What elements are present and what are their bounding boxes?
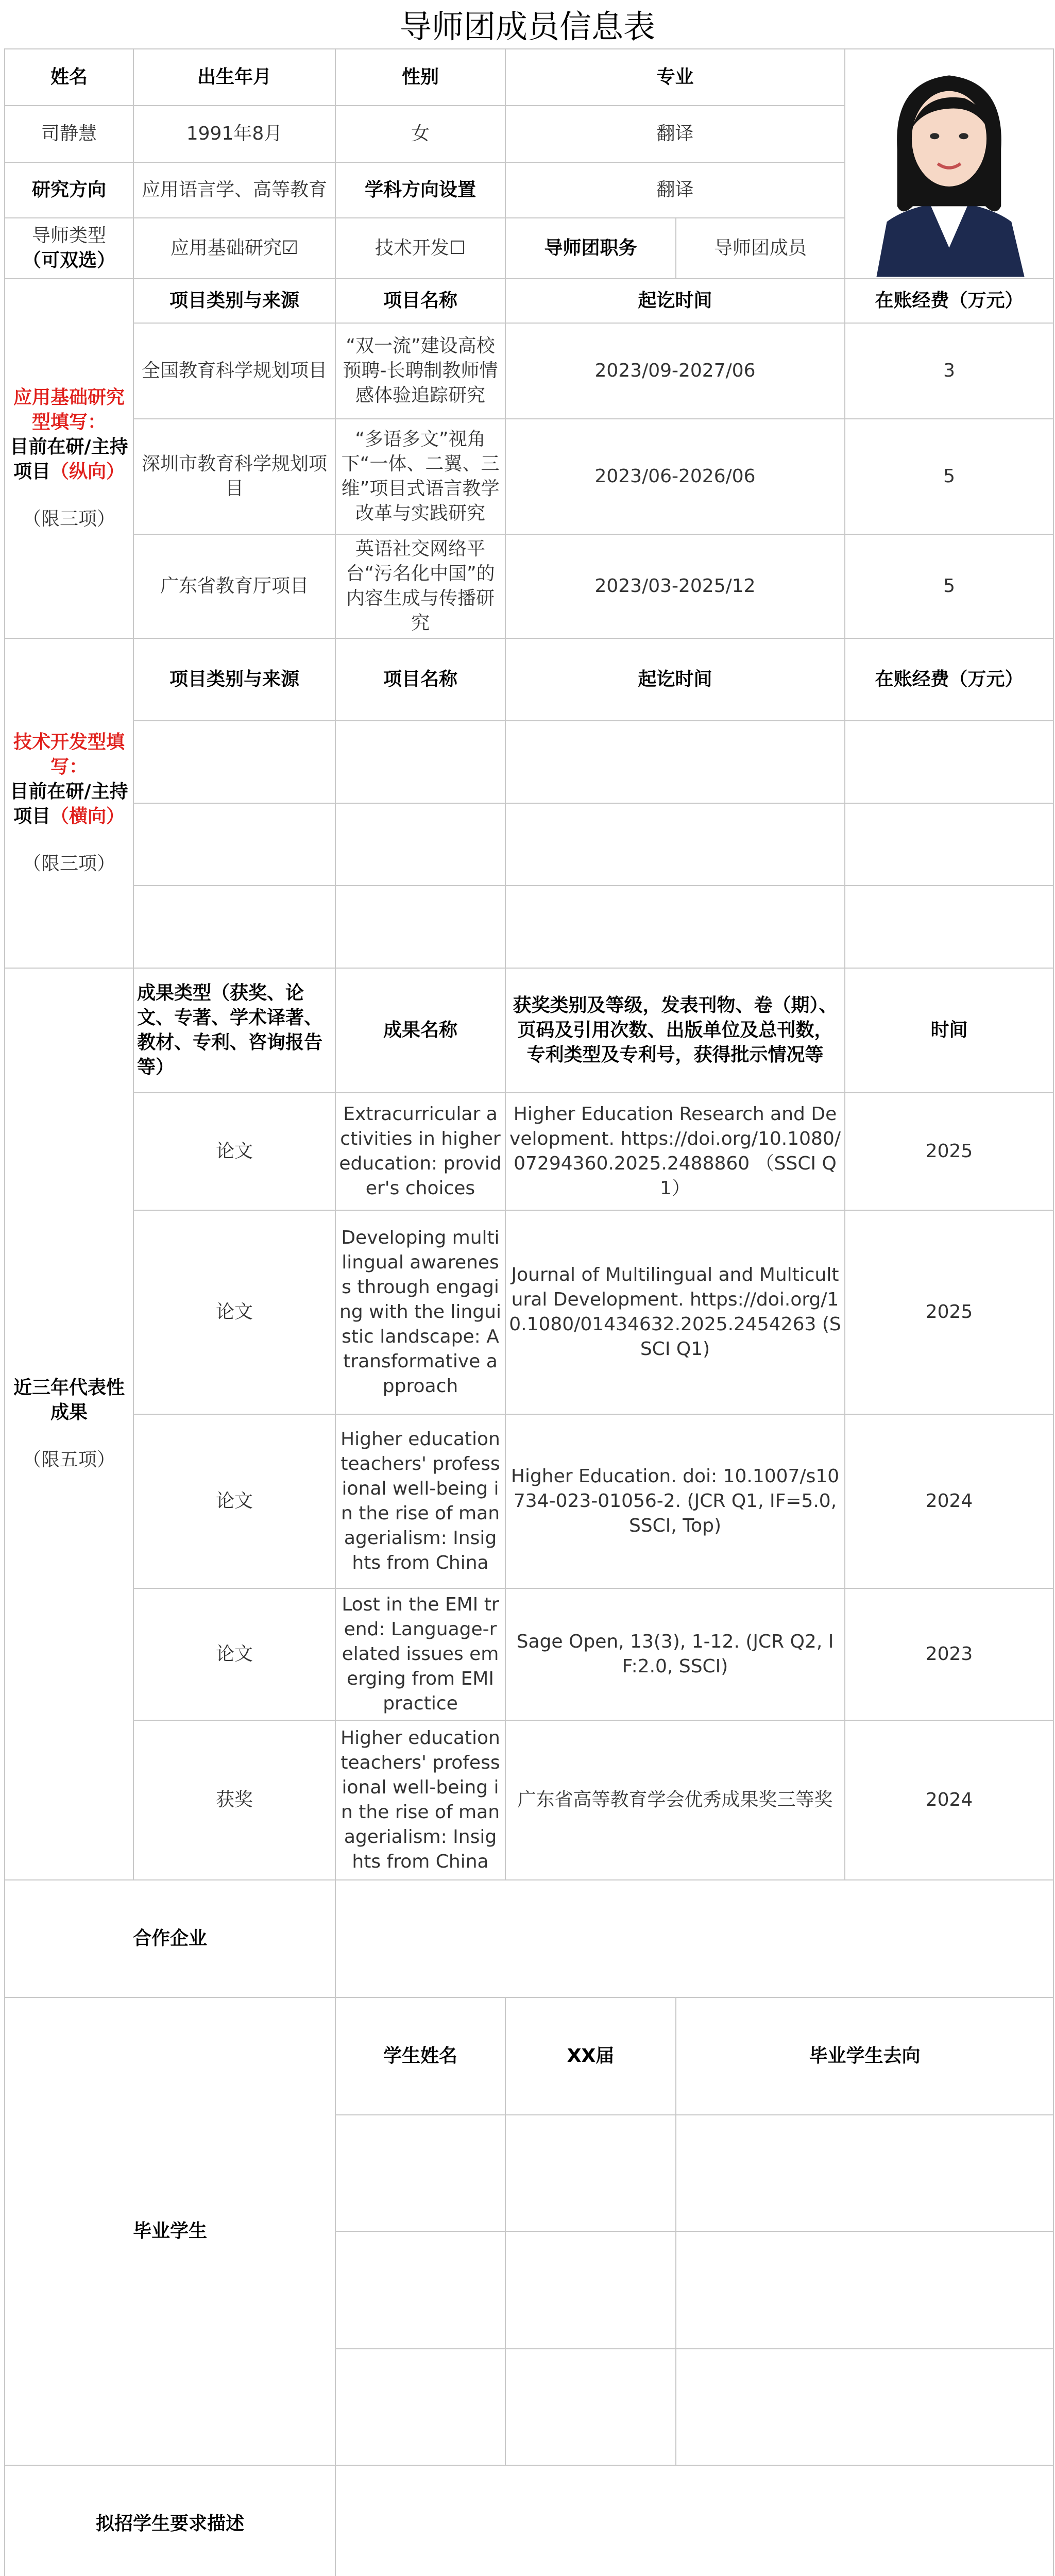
graduate-cell-name[interactable]: [335, 2349, 505, 2465]
graduates-header-name: 学生姓名: [335, 1997, 505, 2115]
basic-row-source: 广东省教育厅项目: [133, 534, 335, 638]
tech-header-fund: 在账经费（万元）: [845, 638, 1053, 721]
achievement-name: Extracurricular activities in higher education: provider's choices: [335, 1093, 505, 1210]
achievement-type: 论文: [133, 1414, 335, 1588]
tech-dev-side-label: [5, 638, 133, 968]
basic-research-side-line2a: 目前在研/主持项目: [10, 436, 128, 482]
tech-dev-side-line2a: 目前在研/主持项目: [10, 781, 128, 827]
achievement-header-year: 时间: [845, 968, 1053, 1093]
partner-value[interactable]: [335, 1880, 1053, 1997]
achievement-header-type: 成果类型（获奖、论文、专著、学术译著、教材、专利、咨询报告等）: [133, 968, 335, 1093]
achievement-type: 论文: [133, 1588, 335, 1720]
tech-header-name: 项目名称: [335, 638, 505, 721]
basic-row-period: 2023/09-2027/06: [505, 323, 845, 419]
graduate-cell-destination[interactable]: [676, 2115, 1053, 2231]
label-mentor-type-line2: （可双选）: [22, 250, 115, 271]
tech-cell-period[interactable]: [505, 803, 845, 886]
mentor-type-basic-checkbox[interactable]: 应用基础研究☑: [133, 218, 335, 279]
graduates-label: 毕业学生: [5, 1997, 335, 2465]
achievement-detail: Higher Education. doi: 10.1007/s10734-023-01056-2. (JCR Q1, IF=5.0, SSCI, Top): [505, 1414, 845, 1588]
value-discipline: 翻译: [505, 162, 845, 218]
basic-row-fund: 5: [845, 419, 1053, 534]
recruit-value[interactable]: [335, 2465, 1053, 2576]
label-discipline: 学科方向设置: [335, 162, 505, 218]
label-birth: 出生年月: [133, 49, 335, 106]
tech-cell-fund[interactable]: [845, 803, 1053, 886]
achievement-header-detail: 获奖类别及等级，发表刊物、卷（期）、页码及引用次数、出版单位及总刊数，专利类型及专利号，获得批示情况等: [505, 968, 845, 1093]
achievement-detail: Journal of Multilingual and Multicultural Development. https://doi.org/10.1080/01434632.2025.2454263 (SSCI Q1): [505, 1210, 845, 1414]
tech-dev-empty-row: [5, 886, 1053, 968]
mentor-type-tech-checkbox[interactable]: 技术开发☐: [335, 218, 505, 279]
achievement-detail: Sage Open, 13(3), 1-12. (JCR Q2, IF:2.0, SSCI): [505, 1588, 845, 1720]
basic-research-row: [5, 323, 1053, 419]
photo-cell: [845, 49, 1053, 279]
tech-dev-side-limit: （限三项）: [22, 853, 115, 874]
recruit-row: [5, 2465, 1053, 2576]
achievements-side-label: [5, 968, 133, 1880]
partner-row: [5, 1880, 1053, 1997]
achievement-row: [5, 1093, 1053, 1210]
graduates-header-class: XX届: [505, 1997, 676, 2115]
achievement-type: 获奖: [133, 1720, 335, 1880]
achievement-name: Higher education teachers' professional well-being in the rise of managerialism: Insights from China: [335, 1414, 505, 1588]
tech-dev-side-line1: 技术开发型填写：: [13, 732, 125, 777]
label-mentor-type: [5, 218, 133, 279]
achievement-row: [5, 1720, 1053, 1880]
basic-research-side-line1: 应用基础研究型填写：: [13, 387, 125, 433]
basic-row-fund: 3: [845, 323, 1053, 419]
basic-row-period: 2023/06-2026/06: [505, 419, 845, 534]
tech-dev-empty-row: [5, 721, 1053, 803]
page-title: 导师团成员信息表: [399, 7, 655, 45]
basic-header-period: 起讫时间: [505, 279, 845, 323]
achievement-year: 2023: [845, 1588, 1053, 1720]
value-research: 应用语言学、高等教育: [133, 162, 335, 218]
achievement-name: Higher education teachers' professional well-being in the rise of managerialism: Insights from China: [335, 1720, 505, 1880]
label-name: 姓名: [5, 49, 133, 106]
profile-row-1: [5, 49, 1053, 106]
achievement-name: Developing multilingual awareness through engaging with the linguistic landscape: A transformative approach: [335, 1210, 505, 1414]
achievement-detail: Higher Education Research and Development. https://doi.org/10.1080/07294360.2025.2488860 （SSCI Q1）: [505, 1093, 845, 1210]
partner-label: 合作企业: [5, 1880, 335, 1997]
value-gender: 女: [335, 106, 505, 162]
graduates-header-row: [5, 1997, 1053, 2115]
basic-row-source: 深圳市教育科学规划项目: [133, 419, 335, 534]
achievements-side-limit: （限五项）: [22, 1449, 115, 1470]
basic-research-side-limit: （限三项）: [22, 509, 115, 530]
graduate-cell-destination[interactable]: [676, 2231, 1053, 2349]
tech-cell-source[interactable]: [133, 886, 335, 968]
graduate-cell-class[interactable]: [505, 2231, 676, 2349]
value-team-role: 导师团成员: [676, 218, 845, 279]
label-major: 专业: [505, 49, 845, 106]
achievements-header-row: [5, 968, 1053, 1093]
basic-header-source: 项目类别与来源: [133, 279, 335, 323]
graduate-cell-destination[interactable]: [676, 2349, 1053, 2465]
basic-research-side-line2b: （纵向）: [50, 461, 125, 482]
tech-header-source: 项目类别与来源: [133, 638, 335, 721]
achievement-detail: 广东省高等教育学会优秀成果奖三等奖: [505, 1720, 845, 1880]
label-mentor-type-line1: 导师类型: [31, 225, 106, 246]
tech-cell-fund[interactable]: [845, 721, 1053, 803]
label-research: 研究方向: [5, 162, 133, 218]
graduate-cell-class[interactable]: [505, 2349, 676, 2465]
basic-research-row: [5, 534, 1053, 638]
achievement-year: 2025: [845, 1093, 1053, 1210]
achievement-type: 论文: [133, 1093, 335, 1210]
tech-cell-name[interactable]: [335, 886, 505, 968]
basic-research-side-label: [5, 279, 133, 638]
basic-research-header-row: [5, 279, 1053, 323]
value-birth: 1991年8月: [133, 106, 335, 162]
mentor-info-table: [4, 48, 1054, 2576]
basic-row-name: 英语社交网络平台“污名化中国”的内容生成与传播研究: [335, 534, 505, 638]
basic-header-name: 项目名称: [335, 279, 505, 323]
basic-row-name: “双一流”建设高校预聘-长聘制教师情感体验追踪研究: [335, 323, 505, 419]
achievement-year: 2024: [845, 1720, 1053, 1880]
tech-cell-period[interactable]: [505, 886, 845, 968]
basic-row-fund: 5: [845, 534, 1053, 638]
tech-header-period: 起讫时间: [505, 638, 845, 721]
value-name: 司静慧: [5, 106, 133, 162]
graduates-header-destination: 毕业学生去向: [676, 1997, 1053, 2115]
tech-cell-name[interactable]: [335, 721, 505, 803]
tech-cell-source[interactable]: [133, 721, 335, 803]
achievement-header-name: 成果名称: [335, 968, 505, 1093]
achievement-row: [5, 1210, 1053, 1414]
label-team-role: 导师团职务: [505, 218, 676, 279]
basic-header-fund: 在账经费（万元）: [845, 279, 1053, 323]
achievement-row: [5, 1414, 1053, 1588]
basic-row-period: 2023/03-2025/12: [505, 534, 845, 638]
graduate-cell-name[interactable]: [335, 2231, 505, 2349]
basic-row-name: “多语多文”视角下“一体、二翼、三维”项目式语言教学改革与实践研究: [335, 419, 505, 534]
tech-cell-source[interactable]: [133, 803, 335, 886]
achievement-year: 2025: [845, 1210, 1053, 1414]
tech-cell-fund[interactable]: [845, 886, 1053, 968]
label-gender: 性别: [335, 49, 505, 106]
basic-row-source: 全国教育科学规划项目: [133, 323, 335, 419]
tech-cell-name[interactable]: [335, 803, 505, 886]
graduate-cell-class[interactable]: [505, 2115, 676, 2231]
achievement-type: 论文: [133, 1210, 335, 1414]
achievements-side-title: 近三年代表性成果: [13, 1377, 125, 1423]
recruit-label: 拟招学生要求描述: [5, 2465, 335, 2576]
basic-research-row: [5, 419, 1053, 534]
graduate-cell-name[interactable]: [335, 2115, 505, 2231]
value-major: 翻译: [505, 106, 845, 162]
achievement-name: Lost in the EMI trend: Language-related issues emerging from EMI practice: [335, 1588, 505, 1720]
tech-dev-header-row: [5, 638, 1053, 721]
tech-dev-empty-row: [5, 803, 1053, 886]
tech-dev-side-line2b: （横向）: [50, 806, 125, 827]
achievement-row: [5, 1588, 1053, 1720]
tech-cell-period[interactable]: [505, 721, 845, 803]
achievement-year: 2024: [845, 1414, 1053, 1588]
portrait-photo-icon: [845, 50, 1053, 277]
